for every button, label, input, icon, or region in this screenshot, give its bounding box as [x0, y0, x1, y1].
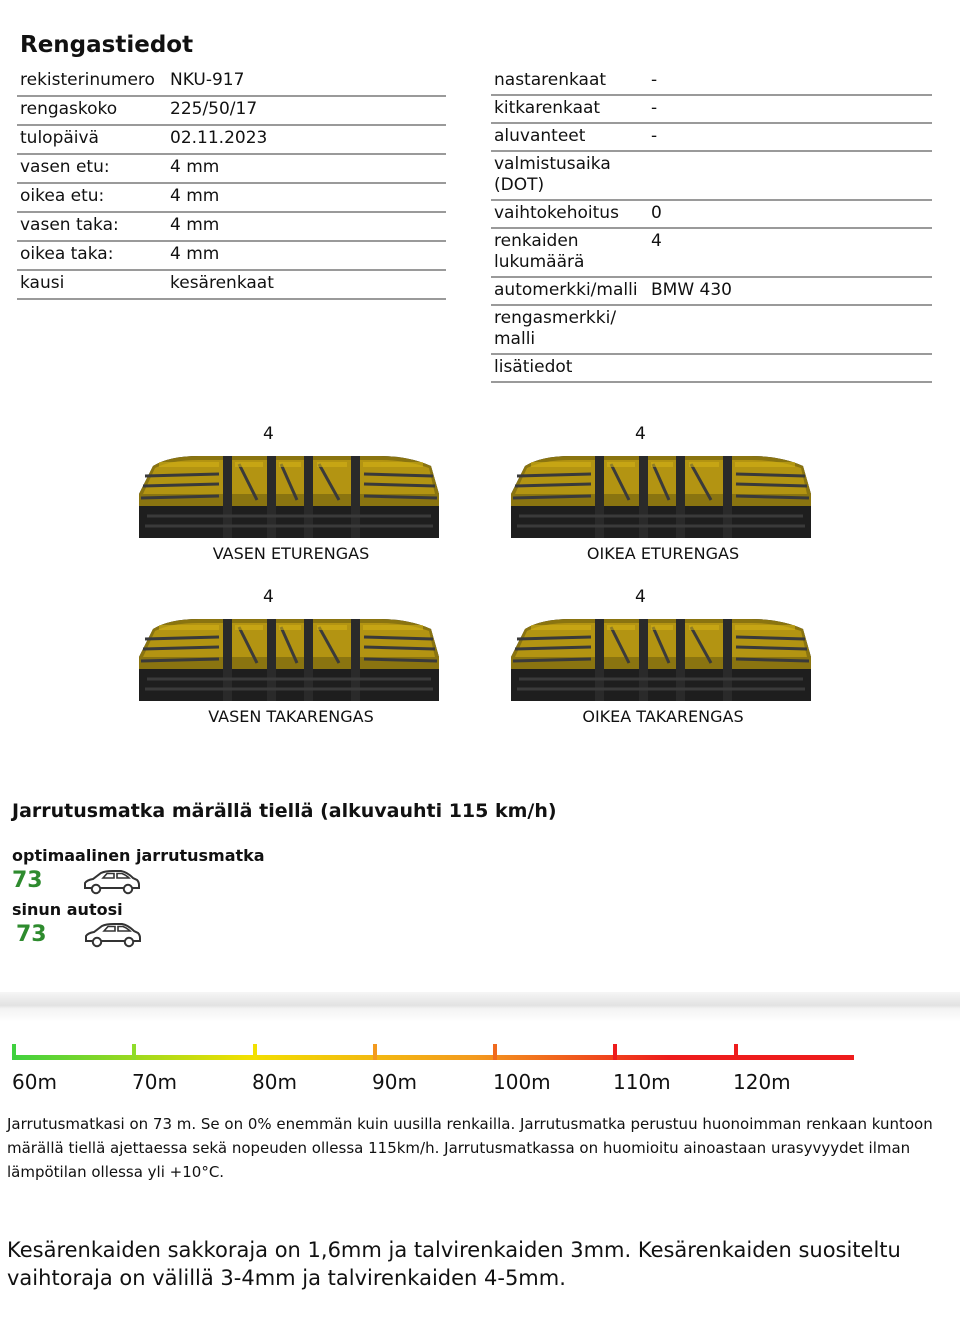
row-label: renkaiden lukumäärä: [491, 228, 648, 277]
scale-label-60: 60m: [12, 1070, 57, 1094]
tire-rear-left-graphic: [139, 617, 439, 701]
row-label: kitkarenkaat: [491, 95, 648, 123]
scale-tick: [253, 1044, 257, 1060]
row-value: 225/50/17: [167, 96, 446, 125]
row-label: kausi: [17, 270, 167, 299]
tire-front-left-graphic: [139, 454, 439, 538]
scale-label-100: 100m: [493, 1070, 551, 1094]
scale-tick: [734, 1044, 738, 1060]
row-value: NKU-917: [167, 68, 446, 96]
scale-tick: [373, 1044, 377, 1060]
row-value: [648, 151, 932, 200]
row-value: 02.11.2023: [167, 125, 446, 154]
scale-tick: [613, 1044, 617, 1060]
row-value: 4 mm: [167, 183, 446, 212]
row-label: automerkki/malli: [491, 277, 648, 305]
row-label: rekisterinumero: [17, 68, 167, 96]
row-value: BMW 430: [648, 277, 932, 305]
tire-front-right-graphic: [511, 454, 811, 538]
row-value: kesärenkaat: [167, 270, 446, 299]
tire-label-rear-right: OIKEA TAKARENGAS: [582, 707, 744, 726]
scale-label-80: 80m: [252, 1070, 297, 1094]
tire-label-front-right: OIKEA ETURENGAS: [586, 544, 740, 563]
table-row: [17, 125, 446, 154]
row-label: rengaskoko: [17, 96, 167, 125]
page-title: Rengastiedot: [20, 32, 194, 58]
row-label: lisätiedot: [491, 354, 648, 382]
tire-depth-rear-right: 4: [635, 587, 646, 607]
braking-distance-scale: [10, 1040, 856, 1064]
row-label: valmistusaika (DOT): [491, 151, 648, 200]
car-icon: [82, 922, 142, 948]
your-car-label: sinun autosi: [12, 900, 123, 919]
table-row: [491, 277, 932, 305]
table-row: [491, 228, 932, 277]
tire-rear-right-graphic: [511, 617, 811, 701]
row-value: [648, 354, 932, 382]
row-value: -: [648, 68, 932, 95]
table-row: [17, 183, 446, 212]
row-label: nastarenkaat: [491, 68, 648, 95]
scale-label-110: 110m: [613, 1070, 671, 1094]
car-icon: [81, 869, 141, 895]
scale-tick: [132, 1044, 136, 1060]
tread-limit-note: Kesärenkaiden sakkoraja on 1,6mm ja talvirenkaiden 3mm. Kesärenkaiden suositeltu vaihtoraja on välillä 3-4mm ja talvirenkaiden 4-5mm.: [7, 1238, 901, 1290]
tire-label-rear-left: VASEN TAKARENGAS: [208, 707, 374, 726]
table-row: [491, 305, 932, 354]
row-label: vasen etu:: [17, 154, 167, 183]
braking-description: Jarrutusmatkasi on 73 m. Se on 0% enemmän kuin uusilla renkailla. Jarrutusmatka perustuu huonoimman renkaan kuntoon märällä tiellä ajettaessa sekä nopeuden ollessa 115km/h. Jarrutusmatkassa on huomioitu ainoastaan urasyvyydet ilman lämpötilan ollessa yli +10°C.: [7, 1115, 933, 1181]
scale-label-90: 90m: [372, 1070, 417, 1094]
row-value: 4 mm: [167, 154, 446, 183]
table-row: [491, 354, 932, 382]
table-row: [17, 241, 446, 270]
tire-label-front-left: VASEN ETURENGAS: [212, 544, 370, 563]
scale-tick: [493, 1044, 497, 1060]
row-value: [648, 305, 932, 354]
scale-label-70: 70m: [132, 1070, 177, 1094]
table-row: [17, 68, 446, 96]
table-row: [491, 68, 932, 95]
optimal-braking-value: 73: [12, 868, 43, 893]
table-row: [491, 151, 932, 200]
row-value: 4: [648, 228, 932, 277]
section-divider: [0, 992, 960, 1022]
tire-info-table-left: [17, 68, 446, 300]
your-car-braking-value: 73: [16, 922, 47, 947]
table-row: [17, 270, 446, 299]
row-label: vasen taka:: [17, 212, 167, 241]
optimal-braking-label: optimaalinen jarrutusmatka: [12, 846, 265, 865]
row-value: 4 mm: [167, 241, 446, 270]
tire-depth-front-left: 4: [263, 424, 274, 444]
braking-title: Jarrutusmatka märällä tiellä (alkuvauhti 115 km/h): [12, 800, 557, 822]
table-row: [491, 95, 932, 123]
tire-depth-rear-left: 4: [263, 587, 274, 607]
table-row: [17, 212, 446, 241]
row-value: -: [648, 123, 932, 151]
row-value: 4 mm: [167, 212, 446, 241]
row-label: rengasmerkki/ malli: [491, 305, 648, 354]
table-row: [491, 123, 932, 151]
row-label: aluvanteet: [491, 123, 648, 151]
row-label: oikea taka:: [17, 241, 167, 270]
table-row: [17, 96, 446, 125]
table-row: [491, 200, 932, 228]
tire-depth-front-right: 4: [635, 424, 646, 444]
row-label: oikea etu:: [17, 183, 167, 212]
row-value: 0: [648, 200, 932, 228]
row-label: tulopäivä: [17, 125, 167, 154]
scale-label-120: 120m: [733, 1070, 791, 1094]
tire-info-table-right: [491, 68, 932, 383]
row-label: vaihtokehoitus: [491, 200, 648, 228]
row-value: -: [648, 95, 932, 123]
table-row: [17, 154, 446, 183]
scale-tick: [12, 1044, 16, 1060]
